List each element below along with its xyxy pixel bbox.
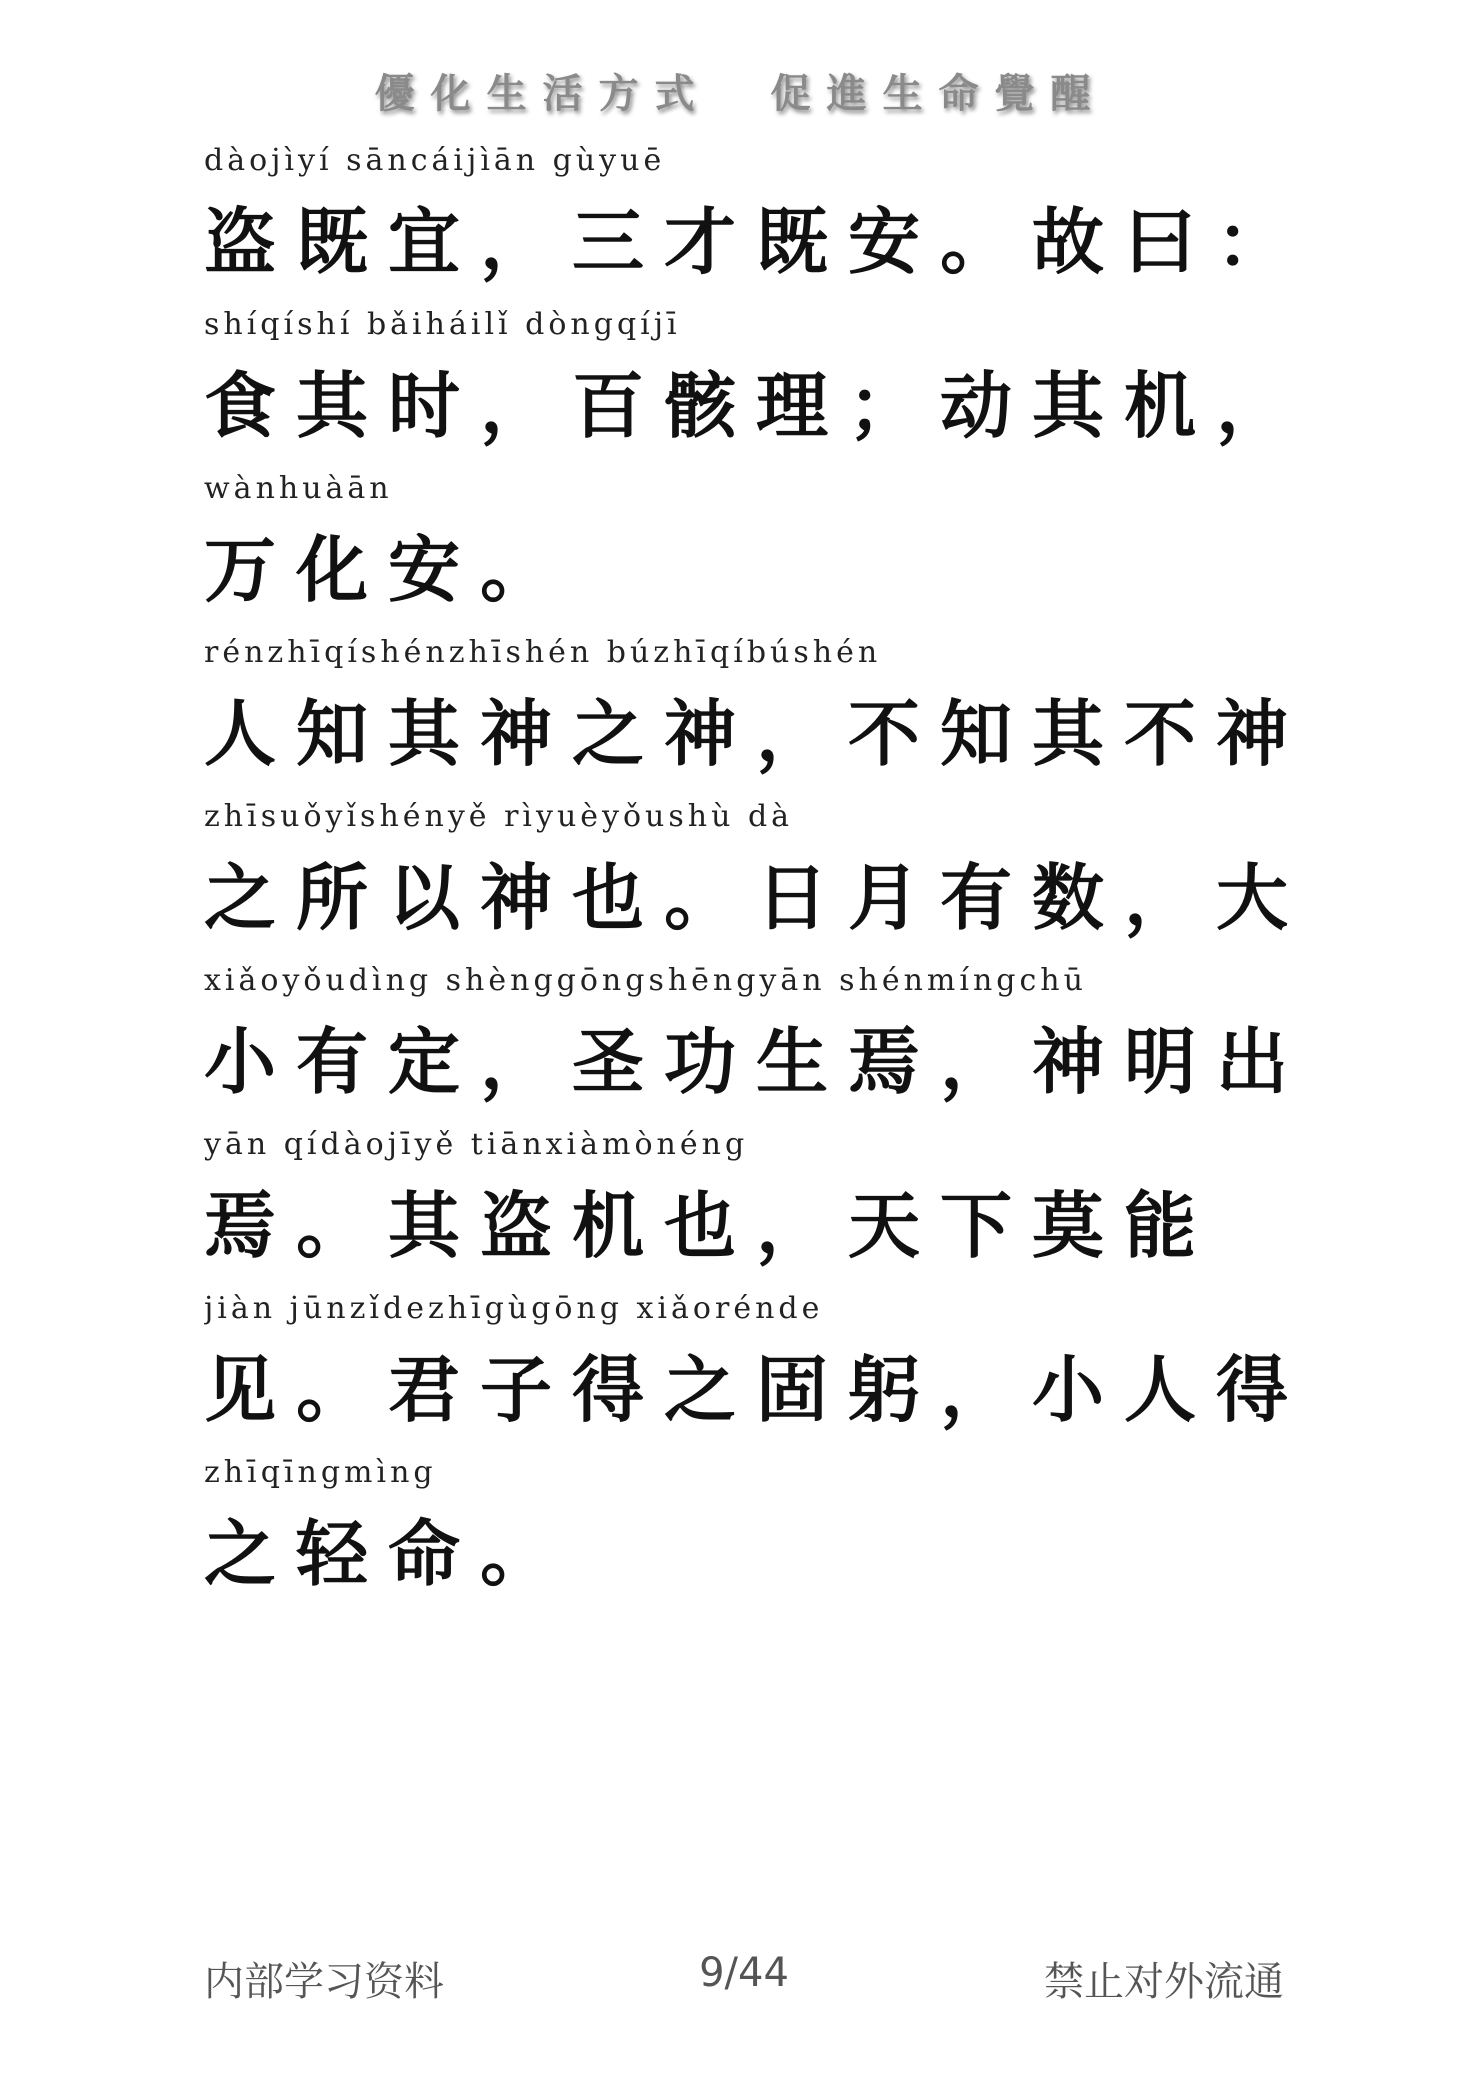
- hanzi-line: 见。君子得之固躬，小人得: [204, 1347, 1309, 1432]
- text-line: [204, 1286, 1309, 1450]
- footer-left-label: 内部学习资料: [204, 1959, 444, 2005]
- pinyin-line: rénzhīqíshénzhīshén búzhīqíbúshén: [204, 635, 882, 670]
- text-body: [204, 138, 1309, 1614]
- pinyin-line: yān qídàojīyě tiānxiàmònéng: [204, 1127, 749, 1162]
- pinyin-line: xiǎoyǒudìng shènggōngshēngyān shénmíngchū: [204, 963, 1087, 998]
- hanzi-line: 食其时，百骸理；动其机，: [204, 363, 1309, 448]
- pinyin-line: zhīsuǒyǐshényě rìyuèyǒushù dà: [204, 799, 794, 834]
- hanzi-line: 之轻命。: [204, 1511, 573, 1596]
- hanzi-line: 焉。其盗机也，天下莫能: [204, 1183, 1217, 1268]
- text-line: [204, 1450, 1294, 1614]
- hanzi-line: 盗既宜，三才既安。故曰：: [204, 199, 1309, 284]
- text-line: [204, 630, 1309, 794]
- text-line: [204, 1122, 1294, 1286]
- pinyin-line: zhīqīngmìng: [204, 1455, 437, 1490]
- hanzi-line: 人知其神之神，不知其不神: [204, 691, 1309, 776]
- text-line: [204, 466, 1294, 630]
- pinyin-line: wànhuàān: [204, 471, 393, 506]
- page-number: 9/44: [699, 1950, 789, 1996]
- hanzi-line: 万化安。: [204, 527, 573, 612]
- text-line: [204, 138, 1309, 302]
- page-header: [0, 62, 1481, 119]
- text-line: [204, 794, 1309, 958]
- footer-right-label: 禁止对外流通: [1044, 1959, 1284, 2005]
- text-line: [204, 302, 1309, 466]
- header-right-slogan: 促進生命覺醒: [770, 71, 1107, 117]
- hanzi-line: 小有定，圣功生焉，神明出: [204, 1019, 1309, 1104]
- pinyin-line: dàojìyí sāncáijìān gùyuē: [204, 143, 666, 178]
- header-left-slogan: 優化生活方式: [374, 71, 711, 117]
- pinyin-line: shíqíshí bǎiháilǐ dòngqíjī: [204, 307, 681, 342]
- page-footer: [204, 1950, 1284, 2010]
- hanzi-line: 之所以神也。日月有数，大: [204, 855, 1309, 940]
- text-line: [204, 958, 1309, 1122]
- pinyin-line: jiàn jūnzǐdezhīgùgōng xiǎorénde: [204, 1291, 824, 1326]
